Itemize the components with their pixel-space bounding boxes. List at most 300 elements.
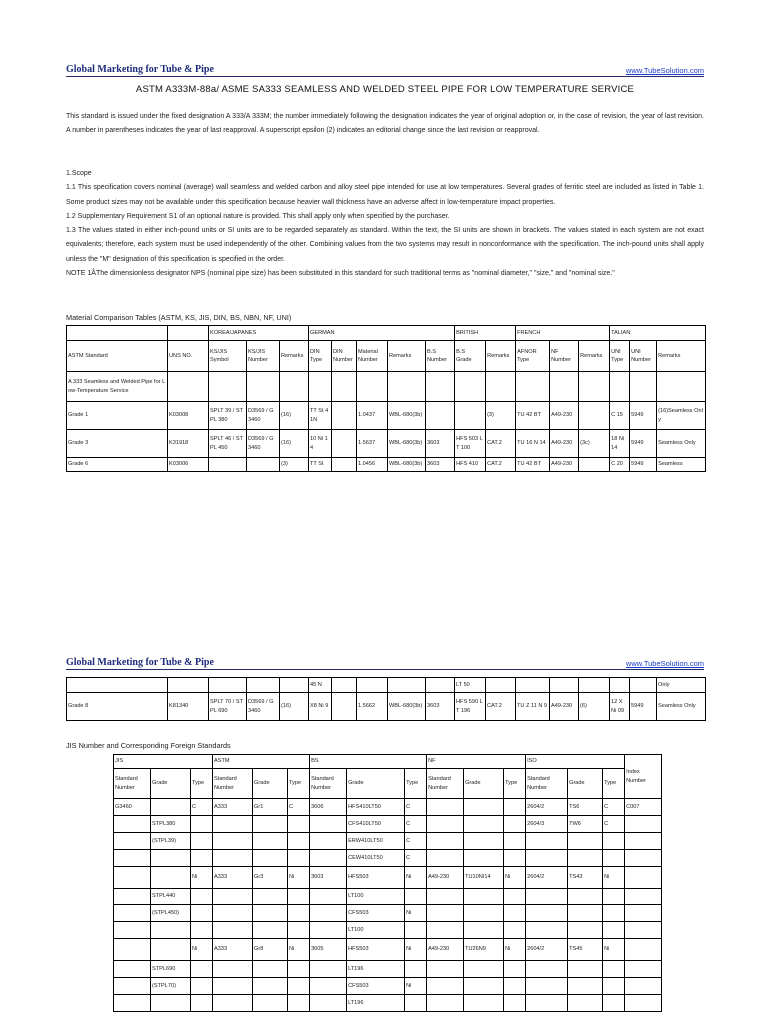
intro-text: This standard is issued under the fixed designation A 333/A 333M; the number immediately following the designation indicates the year of original adoption or, in the case of revision, the year of last revision. A number in parentheses indicates the year of last reapproval. A superscript epsilon (2) indicates an editorial change since the last revision or reapproval.	[66, 113, 704, 135]
table-cell: CAT.2	[486, 430, 516, 458]
table-cell	[464, 889, 504, 905]
table-cell	[603, 833, 625, 850]
table-cell: Gr1	[253, 799, 288, 816]
table-cell	[213, 978, 253, 995]
table-cell	[464, 850, 504, 867]
column-header: DIN Number	[332, 341, 357, 372]
table-cell	[579, 678, 610, 693]
table-cell	[288, 905, 310, 922]
table-cell	[288, 850, 310, 867]
brand-title: Global Marketing for Tube & Pipe	[66, 64, 214, 75]
table-cell	[288, 922, 310, 939]
table-cell	[603, 922, 625, 939]
table-cell	[568, 833, 603, 850]
table-cell	[464, 833, 504, 850]
table-row	[114, 755, 662, 769]
table-cell: LT 50	[455, 678, 486, 693]
column-header: DIN Type	[309, 341, 332, 372]
table-cell	[427, 961, 464, 978]
column-header: Standard Number	[114, 769, 151, 799]
table-row	[114, 961, 662, 978]
table-cell	[114, 905, 151, 922]
table-cell: Ni	[603, 867, 625, 889]
table-cell	[114, 833, 151, 850]
table-cell: A49-230	[550, 402, 579, 430]
table-cell: (3)	[486, 402, 516, 430]
table-cell	[332, 430, 357, 458]
table-row	[67, 402, 706, 430]
table-cell	[568, 995, 603, 1012]
table-cell: CAT.2	[486, 458, 516, 472]
table-cell	[630, 372, 657, 402]
table-cell	[151, 850, 191, 867]
table-cell: Grade 8	[67, 693, 168, 721]
column-header: Grade	[464, 769, 504, 799]
table-cell: (16)	[280, 430, 309, 458]
column-header: KS/JIS Number	[247, 341, 280, 372]
table-cell: C	[405, 816, 427, 833]
table-cell: WBL-680(3b)	[388, 402, 426, 430]
table-cell: 1.5637	[357, 430, 388, 458]
table-cell	[213, 961, 253, 978]
table-cell: HFS 503 LT 100	[455, 430, 486, 458]
table-cell	[464, 922, 504, 939]
table-cell	[168, 678, 209, 693]
table-cell: 18 Ni 14	[610, 430, 630, 458]
table-cell: ERW410LT50	[347, 833, 405, 850]
table-cell	[568, 978, 603, 995]
table-cell: (STPL450)	[151, 905, 191, 922]
table-cell: Ni	[288, 867, 310, 889]
column-header: UNI Number	[630, 341, 657, 372]
table-cell	[427, 850, 464, 867]
table-cell	[625, 816, 662, 833]
table-cell	[630, 678, 657, 693]
table-cell: A333	[213, 867, 253, 889]
table-cell: HFS 590 LT 196	[455, 693, 486, 721]
table-cell: Ni	[405, 978, 427, 995]
table-cell	[209, 372, 247, 402]
table-cell: Ni	[504, 939, 526, 961]
column-header: Remarks	[657, 341, 706, 372]
table-cell: TU Z 11 N 9	[516, 693, 550, 721]
column-header: Grade	[568, 769, 603, 799]
table-cell	[114, 995, 151, 1012]
table-cell: HFS 410	[455, 458, 486, 472]
table-cell: CFS503	[347, 905, 405, 922]
table-cell	[464, 816, 504, 833]
table-cell: (STPL70)	[151, 978, 191, 995]
table-cell	[213, 833, 253, 850]
table-cell	[151, 867, 191, 889]
table-cell	[427, 978, 464, 995]
table-cell: LT100	[347, 889, 405, 905]
table-row	[67, 430, 706, 458]
table-cell	[526, 833, 568, 850]
group-header: BS	[310, 755, 427, 769]
table-cell	[550, 372, 579, 402]
table-cell	[67, 678, 168, 693]
table-cell	[114, 939, 151, 961]
table-cell	[191, 905, 213, 922]
table-cell	[504, 978, 526, 995]
table-row	[114, 799, 662, 816]
column-header: AFNOR Type	[516, 341, 550, 372]
table-cell: HFS503	[347, 867, 405, 889]
group-header: BRITISH	[455, 326, 516, 341]
document-title: ASTM A333M-88a/ ASME SA333 SEAMLESS AND WELDED STEEL PIPE FOR LOW TEMPERATURE SERVICE	[135, 84, 635, 95]
table-cell	[357, 678, 388, 693]
table-cell	[427, 816, 464, 833]
table-cell	[191, 816, 213, 833]
table-cell: Gr8	[253, 939, 288, 961]
column-header: B.S Number	[426, 341, 455, 372]
table-cell: LT196	[347, 961, 405, 978]
table-cell	[603, 978, 625, 995]
table-row	[67, 678, 706, 693]
table-cell	[504, 922, 526, 939]
column-header: UNS NO.	[168, 341, 209, 372]
table-cell: A49-230	[427, 867, 464, 889]
table-cell	[603, 850, 625, 867]
group-header: FRENCH	[516, 326, 610, 341]
table-cell	[253, 816, 288, 833]
table-cell	[625, 867, 662, 889]
table-cell	[464, 799, 504, 816]
table-cell	[464, 905, 504, 922]
column-header: Standard Number	[427, 769, 464, 799]
table-cell	[504, 850, 526, 867]
table-cell: C	[603, 799, 625, 816]
table-cell: Seamless Only	[657, 693, 706, 721]
table-cell: A333	[213, 799, 253, 816]
table-cell	[455, 402, 486, 430]
table-cell: 3603	[426, 430, 455, 458]
table-cell	[253, 905, 288, 922]
table-cell: SPLT 46 / STPL 450	[209, 430, 247, 458]
table-cell: 1.0437	[357, 402, 388, 430]
table-cell: 45 N	[309, 678, 332, 693]
table-cell: C 15	[610, 402, 630, 430]
table-row	[67, 372, 706, 402]
table-cell: 12 X Ni 09	[610, 693, 630, 721]
jis-rows	[114, 799, 662, 1012]
page-header	[66, 64, 704, 77]
column-header: Material Number	[357, 341, 388, 372]
table-cell: C	[405, 833, 427, 850]
table-cell: 5949	[630, 693, 657, 721]
table-cell: C	[288, 799, 310, 816]
table-cell: STPL440	[151, 889, 191, 905]
table-row	[67, 341, 706, 372]
table-cell	[253, 961, 288, 978]
table-cell: A49-230	[550, 458, 579, 472]
table-cell	[332, 693, 357, 721]
table-cell: (16)	[280, 402, 309, 430]
table-cell	[309, 372, 332, 402]
table-cell: 3603	[426, 458, 455, 472]
table-cell: TW6	[568, 816, 603, 833]
table-cell: Grade 1	[67, 402, 168, 430]
table-cell	[504, 889, 526, 905]
table-cell: Ni	[405, 939, 427, 961]
table-cell	[568, 905, 603, 922]
group-header: Index Number	[625, 755, 662, 799]
table-cell	[504, 905, 526, 922]
table-cell	[213, 816, 253, 833]
table-cell	[151, 922, 191, 939]
table-cell	[332, 372, 357, 402]
table-cell	[310, 905, 347, 922]
table-cell: 3606	[310, 799, 347, 816]
table-cell	[388, 372, 426, 402]
table-row	[114, 995, 662, 1012]
table-cell: TU 16 N 14	[516, 430, 550, 458]
table-cell	[247, 372, 280, 402]
group-header: JIS	[114, 755, 213, 769]
table2-caption: JIS Number and Corresponding Foreign Standards	[66, 741, 231, 750]
table-cell	[310, 978, 347, 995]
table-cell: CFS410LT50	[347, 816, 405, 833]
table-cell	[579, 402, 610, 430]
table-cell	[191, 850, 213, 867]
table-cell: 5949	[630, 430, 657, 458]
table-row	[67, 326, 706, 341]
table-cell	[114, 850, 151, 867]
table-cell	[168, 372, 209, 402]
website-link[interactable]: www.TubeSolution.com	[625, 66, 704, 75]
table-cell: K03006	[168, 458, 209, 472]
table-cell: 5949	[630, 402, 657, 430]
table-cell: C 20	[610, 458, 630, 472]
material-comparison-table-continued	[66, 677, 706, 721]
table-row	[114, 922, 662, 939]
table-cell	[310, 922, 347, 939]
table-cell	[332, 458, 357, 472]
table-cell	[610, 372, 630, 402]
table-cell: TS45	[568, 939, 603, 961]
table-cell: TS43	[568, 867, 603, 889]
table-cell: Ni	[288, 939, 310, 961]
column-header: B.S Grade	[455, 341, 486, 372]
table-cell	[657, 372, 706, 402]
table-cell: D3569 / G 3460	[247, 402, 280, 430]
table-cell	[310, 833, 347, 850]
table-row	[67, 693, 706, 721]
table-cell	[504, 816, 526, 833]
table-cell: Grade 3	[67, 430, 168, 458]
table-cell	[568, 922, 603, 939]
table-cell	[455, 372, 486, 402]
table-cell: Ni	[191, 867, 213, 889]
table-cell	[114, 961, 151, 978]
table-cell	[280, 678, 309, 693]
table-cell: C007	[625, 799, 662, 816]
column-header: Standard Number	[213, 769, 253, 799]
intro-paragraph	[66, 110, 704, 139]
table-cell	[191, 995, 213, 1012]
table-cell	[288, 961, 310, 978]
table-cell: Ni	[405, 905, 427, 922]
table-cell: WBL-680(3b)	[388, 430, 426, 458]
table-cell: A333	[213, 939, 253, 961]
table-cell	[247, 458, 280, 472]
table-cell: STPL690	[151, 961, 191, 978]
table-cell	[464, 978, 504, 995]
table-cell: 3603	[310, 867, 347, 889]
table-cell: CEW410LT50	[347, 850, 405, 867]
table-cell	[427, 905, 464, 922]
table-cell: TT St 41N	[309, 402, 332, 430]
table-cell: Only	[657, 678, 706, 693]
table-cell	[426, 678, 455, 693]
table-cell	[310, 889, 347, 905]
table-cell	[526, 922, 568, 939]
table-cell: TU 42 BT	[516, 402, 550, 430]
table-cell	[568, 850, 603, 867]
table-cell	[114, 867, 151, 889]
table-cell	[516, 678, 550, 693]
column-header: NF Number	[550, 341, 579, 372]
table-cell: Ni	[405, 867, 427, 889]
scope-paragraph-3: 1.3 The values stated in either inch-pound units or SI units are to be regarded separately as standard. Within the text, the SI units are shown in brackets. The values stated in each system are not exact equivalents; therefore, each system must be used independently of the other. Combining values from the two systems may result in nonconformance with the specification. The inch-pound units shall apply unless the "M" designation of this specification is specified in the order.	[66, 227, 704, 263]
table-cell	[357, 372, 388, 402]
table-cell	[67, 326, 168, 341]
table-cell	[191, 978, 213, 995]
table-row	[114, 867, 662, 889]
group-header: TALIAN	[610, 326, 706, 341]
jis-standards-table	[113, 754, 662, 1012]
table-cell	[114, 889, 151, 905]
table-cell	[151, 939, 191, 961]
table-cell: (3c)	[579, 430, 610, 458]
table-cell	[625, 978, 662, 995]
column-header: KS/JIS Symbol	[209, 341, 247, 372]
table-cell	[310, 850, 347, 867]
table-cell	[405, 961, 427, 978]
table-cell	[213, 850, 253, 867]
table-cell: C	[405, 850, 427, 867]
table-cell	[310, 995, 347, 1012]
table-cell: C	[603, 816, 625, 833]
table-cell: HFS410LT50	[347, 799, 405, 816]
column-header: Remarks	[280, 341, 309, 372]
table-cell	[288, 816, 310, 833]
table-cell: K31918	[168, 430, 209, 458]
table-cell	[253, 889, 288, 905]
column-header: Type	[405, 769, 427, 799]
table-cell	[191, 922, 213, 939]
scope-paragraph-1: 1.1 This specification covers nominal (average) wall seamless and welded carbon and alloy steel pipe intended for use at low temperatures. Several grades of ferritic steel are included as listed in Table 1. Some product sizes may not be available under this specification because heavier wall thickness have an adverse affect in low-temperature impact properties.	[66, 184, 704, 206]
table-cell: 2604/2	[526, 939, 568, 961]
table-cell	[427, 889, 464, 905]
table-cell: CFS503	[347, 978, 405, 995]
table-cell: 3605	[310, 939, 347, 961]
column-header: Type	[288, 769, 310, 799]
table-cell: C	[191, 799, 213, 816]
table-cell: (STPL39)	[151, 833, 191, 850]
table-cell	[191, 833, 213, 850]
table-cell	[603, 889, 625, 905]
table-cell: D3569 / G 3460	[247, 430, 280, 458]
table-cell: LT196	[347, 995, 405, 1012]
table-cell	[427, 922, 464, 939]
table-cell	[213, 922, 253, 939]
column-header: Grade	[151, 769, 191, 799]
table-cell	[280, 372, 309, 402]
column-header: Grade	[253, 769, 288, 799]
table-cell	[114, 816, 151, 833]
table-cell: 3603	[426, 693, 455, 721]
table-cell: TU10NI14	[464, 867, 504, 889]
table-row	[114, 939, 662, 961]
table-cell	[288, 995, 310, 1012]
table-cell	[625, 889, 662, 905]
table-cell	[625, 833, 662, 850]
table-row	[67, 458, 706, 472]
table-cell	[213, 995, 253, 1012]
table-cell: Ni	[603, 939, 625, 961]
table-cell	[209, 678, 247, 693]
table-cell	[526, 905, 568, 922]
column-header: Standard Number	[526, 769, 568, 799]
table-cell: Grade 6	[67, 458, 168, 472]
table-cell: LT100	[347, 922, 405, 939]
table-cell	[253, 850, 288, 867]
table-cell: 1.5662	[357, 693, 388, 721]
table-cell: 10 Ni 14	[309, 430, 332, 458]
table-cell	[253, 995, 288, 1012]
table-cell	[486, 372, 516, 402]
table-cell	[213, 905, 253, 922]
table-cell	[168, 326, 209, 341]
table-cell: SPLT 70 / STPL 690	[209, 693, 247, 721]
table-cell	[568, 889, 603, 905]
table-cell	[426, 372, 455, 402]
table-row	[114, 850, 662, 867]
scope-paragraph-2: 1.2 Supplementary Requirement S1 of an optional nature is provided. This shall apply only when specified by the purchaser.	[66, 212, 450, 220]
table-cell	[504, 833, 526, 850]
table-cell	[579, 372, 610, 402]
table-cell: (16)Seamless Only	[657, 402, 706, 430]
table-cell: (6)	[579, 693, 610, 721]
table-cell: Ni	[504, 867, 526, 889]
table-cell: 1.0456	[357, 458, 388, 472]
table-cell: 2604/2	[526, 867, 568, 889]
table-cell	[504, 995, 526, 1012]
table-cell: SPLT 39 / STPL 380	[209, 402, 247, 430]
table-cell	[504, 799, 526, 816]
table-cell	[610, 678, 630, 693]
table-cell	[405, 922, 427, 939]
table-cell	[253, 922, 288, 939]
material-rows	[67, 402, 706, 472]
table-cell: X8 Ni 9	[309, 693, 332, 721]
table-cell	[253, 978, 288, 995]
table-cell	[288, 889, 310, 905]
website-link[interactable]: www.TubeSolution.com	[625, 659, 704, 668]
table-cell: WBL-680(3b)	[388, 693, 426, 721]
table-cell: A49-230	[550, 430, 579, 458]
table-cell: C	[405, 799, 427, 816]
table-cell	[526, 889, 568, 905]
table-cell	[288, 833, 310, 850]
table-cell	[427, 799, 464, 816]
table-row	[114, 905, 662, 922]
table-cell: Gr3	[253, 867, 288, 889]
table-cell: 2604/2	[526, 799, 568, 816]
scope-heading: 1.Scope	[66, 170, 92, 177]
